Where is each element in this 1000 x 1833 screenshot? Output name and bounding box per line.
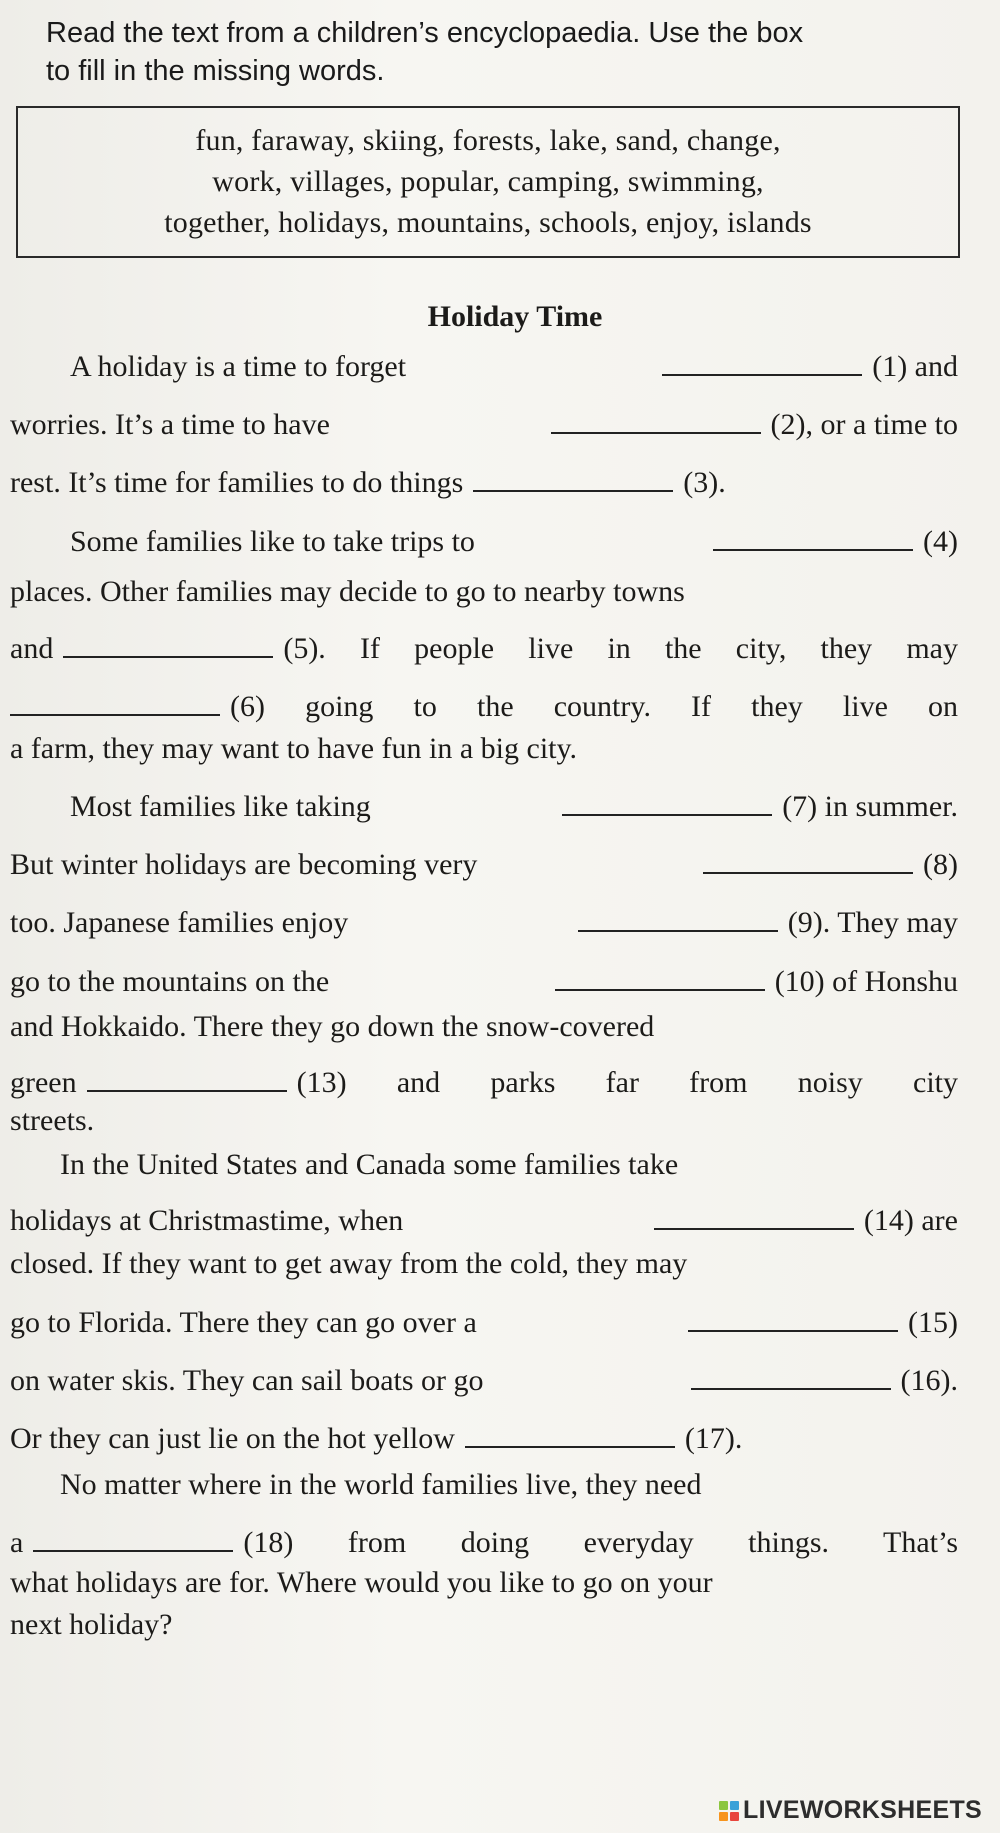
text-line-10-end: (8): [923, 848, 958, 881]
text-line-1-end: (1) and: [872, 350, 958, 383]
instructions-line-1: Read the text from a children’s encyclopaedia. Use the box: [46, 17, 804, 49]
text-line-9-start: Most families like taking: [70, 790, 371, 823]
text-line-3: [10, 466, 958, 500]
text-line-4: [10, 525, 958, 559]
text-line-7: [10, 690, 958, 724]
text-title: Holiday Time: [427, 300, 603, 333]
text-line-24: [10, 1566, 958, 1600]
blank-14[interactable]: [654, 1220, 854, 1230]
text-line-15: [10, 1104, 958, 1138]
text-line-11-start: too. Japanese families enjoy: [10, 906, 349, 939]
text-line-9-end: (7) in summer.: [782, 790, 958, 823]
text-line-5-start: places. Other families may decide to go to nearby towns: [10, 575, 685, 608]
text-line-20: [10, 1364, 958, 1398]
blank-8[interactable]: [703, 864, 913, 874]
logo-text: LIVEWORKSHEETS: [743, 1796, 982, 1824]
blank-17[interactable]: [465, 1438, 675, 1448]
text-line-25: [10, 1608, 958, 1642]
blank-9[interactable]: [578, 922, 778, 932]
text-line-16-start: In the United States and Canada some families take: [60, 1148, 679, 1181]
blank-16[interactable]: [691, 1380, 891, 1390]
text-line-20-start: on water skis. They can sail boats or go: [10, 1364, 484, 1397]
text-line-10: [10, 848, 958, 882]
text-line-6-start: and: [10, 632, 54, 665]
text-line-21-start: Or they can just lie on the hot yellow: [10, 1422, 455, 1455]
logo-mark-red: [730, 1812, 739, 1821]
text-line-18-start: closed. If they want to get away from the cold, they may: [10, 1247, 688, 1280]
blank-3[interactable]: [473, 482, 673, 492]
logo-mark-icon: [719, 1801, 739, 1821]
text-line-11: [10, 906, 958, 940]
text-line-2: [10, 408, 958, 442]
text-line-15-start: streets.: [10, 1104, 95, 1137]
logo-mark-orange: [719, 1812, 728, 1821]
text-line-12-end: (10) of Honshu: [774, 965, 958, 998]
text-line-8: [10, 732, 958, 766]
text-line-6: [10, 632, 958, 666]
text-line-21: [10, 1422, 958, 1456]
blank-13[interactable]: [87, 1082, 287, 1092]
logo-mark-blue: [730, 1801, 739, 1810]
text-line-14: [10, 1066, 958, 1100]
blank-1[interactable]: [662, 366, 862, 376]
text-line-9: [10, 790, 958, 824]
text-line-2-end: (2), or a time to: [770, 408, 958, 441]
text-line-19-end: (15): [908, 1306, 958, 1339]
text-line-17-start: holidays at Christmastime, when: [10, 1204, 404, 1237]
text-line-22-start: No matter where in the world families live, they need: [60, 1468, 702, 1501]
text-line-10-start: But winter holidays are becoming very: [10, 848, 478, 881]
blank-7[interactable]: [562, 806, 772, 816]
text-line-1-start: A holiday is a time to forget: [70, 350, 407, 383]
word-box: [16, 106, 960, 258]
text-line-2-start: worries. It’s a time to have: [10, 408, 330, 441]
text-line-12-start: go to the mountains on the: [10, 965, 330, 998]
text-line-23-start: a: [10, 1526, 24, 1559]
blank-5[interactable]: [63, 648, 273, 658]
text-line-17-end: (14) are: [863, 1204, 958, 1237]
blank-4[interactable]: [713, 541, 913, 551]
text-line-14-start: green: [10, 1066, 77, 1099]
text-line-16: [10, 1148, 958, 1182]
text-line-4-end: (4): [923, 525, 958, 558]
text-line-4-start: Some families like to take trips to: [70, 525, 475, 558]
text-line-23: [10, 1526, 958, 1560]
text-line-23-end: (18) from doing everyday things. That’s: [243, 1526, 958, 1559]
text-line-22: [10, 1468, 958, 1502]
text-line-5: [10, 575, 958, 609]
text-line-1: [10, 350, 958, 384]
word-box-line-2: work, villages, popular, camping, swimming,: [212, 165, 764, 198]
text-line-3-end: (3).: [683, 466, 726, 499]
text-line-12: [10, 965, 958, 999]
instructions-line-2: to fill in the missing words.: [46, 55, 385, 87]
text-line-19-start: go to Florida. There they can go over a: [10, 1306, 477, 1339]
text-line-8-start: a farm, they may want to have fun in a big city.: [10, 732, 578, 765]
text-line-3-start: rest. It’s time for families to do things: [10, 466, 464, 499]
text-line-13-start: and Hokkaido. There they go down the snow-covered: [10, 1010, 655, 1043]
word-box-line-3: together, holidays, mountains, schools, enjoy, islands: [164, 206, 812, 239]
blank-2[interactable]: [551, 424, 761, 434]
blank-18[interactable]: [33, 1542, 233, 1552]
text-line-24-start: what holidays are for. Where would you like to go on your: [10, 1566, 713, 1599]
text-line-20-end: (16).: [900, 1364, 958, 1397]
liveworksheets-logo: [719, 1796, 982, 1825]
text-line-11-end: (9). They may: [787, 906, 958, 939]
word-box-line-1: fun, faraway, skiing, forests, lake, sand, change,: [195, 124, 781, 157]
text-line-21-end: (17).: [684, 1422, 743, 1455]
text-line-14-end: (13) and parks far from noisy city: [296, 1066, 958, 1099]
text-line-18: [10, 1247, 958, 1281]
blank-10[interactable]: [555, 981, 765, 991]
text-line-25-start: next holiday?: [10, 1608, 173, 1641]
logo-mark-green: [719, 1801, 728, 1810]
text-line-7-end: (6) going to the country. If they live on: [230, 690, 958, 723]
text-line-6-end: (5). If people live in the city, they may: [283, 632, 958, 665]
instructions: [46, 14, 946, 90]
text-line-13: [10, 1010, 958, 1044]
blank-6[interactable]: [10, 706, 220, 716]
text-line-19: [10, 1306, 958, 1340]
text-line-17: [10, 1204, 958, 1238]
blank-15[interactable]: [688, 1322, 898, 1332]
